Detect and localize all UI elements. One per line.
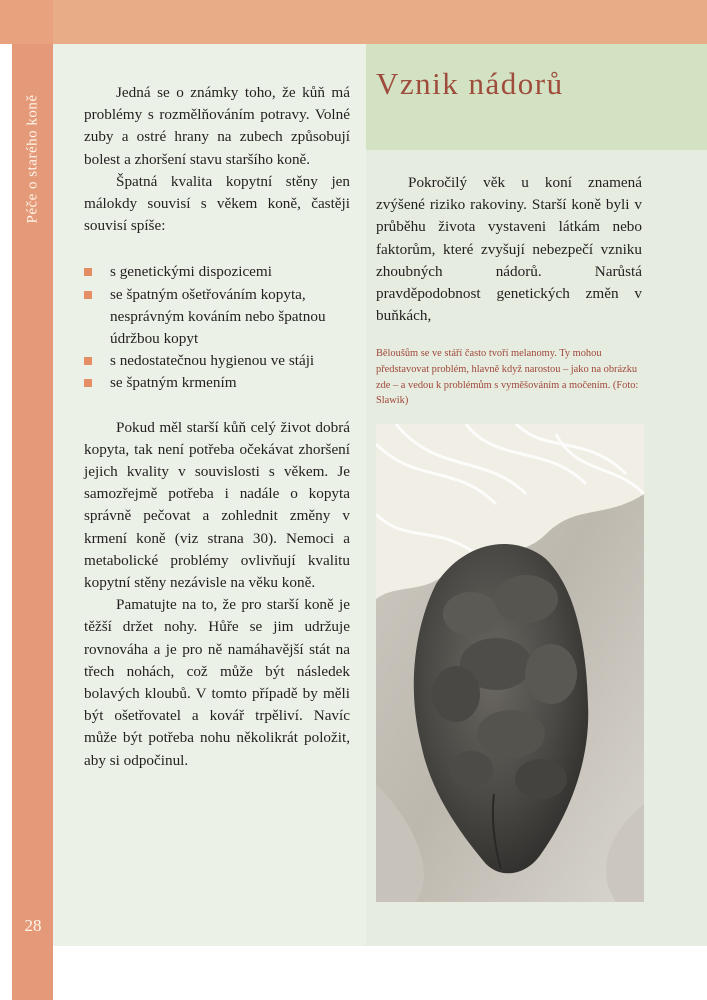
list-item-text: se špatným krmením — [110, 374, 237, 392]
running-title-text: Péče o starého koně — [24, 94, 40, 224]
intro-paragraph-1: Jedná se o známky toho, že kůň má problémy s rozmělňováním potravy. Volné zuby a ostré hrany na zubech způsobují bolest a zhoršení stavu staršího koně. — [84, 84, 350, 168]
melanoma-photo — [376, 424, 644, 902]
list-item — [84, 284, 350, 351]
intro-paragraph-2: Špatná kvalita kopytní stěny jen málokdy souvisí s věkem koně, častěji souvisí spíše: — [84, 172, 350, 235]
top-color-band-corner — [0, 0, 53, 44]
square-bullet-icon — [84, 379, 92, 387]
top-color-band — [0, 0, 707, 44]
square-bullet-icon — [84, 357, 92, 365]
list-item-text: s nedostatečnou hygienou ve stáji — [110, 352, 315, 370]
right-paragraph: Pokročilý věk u koní znamená zvýšené riziko rakoviny. Starší koně byli v průběhu života vystaveni látkám nebo faktorům, které zvyšují nebezpečí vzniku zhoubných nádorů. Narůstá pravděpodobnost genetických změn v buňkách, — [376, 174, 642, 325]
photo-caption: Běloušům se ve stáří často tvoří melanomy. Ty mohou představovat problém, hlavně když narostou – jako na obrázku zde – a vedou k problémům s vyměšováním a močením. (Foto: Slawik) — [376, 348, 639, 407]
list-item-text: s genetickými dispozicemi — [110, 263, 272, 281]
running-title — [12, 44, 53, 284]
body-paragraph-2: Pamatujte na to, že pro starší koně je těžší držet nohy. Hůře se jim udržuje rovnováha a je pro ně namáhavější stát na třech nohách, což může být následek bolavých kloubů. V tomto případě by měli být ošetřovatel a kovář trpěliví. Navíc může být potřeba nohu několikrát položit, aby si odpočinul. — [84, 596, 350, 769]
list-item — [84, 372, 350, 394]
list-item — [84, 350, 350, 372]
section-heading: Vznik nádorů — [376, 66, 564, 101]
page-number: 28 — [24, 916, 42, 935]
body-paragraph-1: Pokud měl starší kůň celý život dobrá kopyta, tak není potřeba očekávat zhoršení jejich kvality v souvislosti s věkem. Je samozřejmě potřeba i nadále o kopyta správně pečovat a zohlednit změny v krmení koně (viz strana 30). Nemoci a metabolické problémy ovlivňují kvalitu kopytní stěny nezávisle na věku koně. — [84, 418, 350, 592]
melanoma-photo-illustration — [376, 424, 644, 902]
square-bullet-icon — [84, 268, 92, 276]
list-item-text: se špatným ošetřováním kopyta, nesprávným kováním nebo špatnou údržbou kopyt — [110, 285, 326, 348]
square-bullet-icon — [84, 291, 92, 299]
bullet-list — [84, 261, 350, 394]
list-item — [84, 261, 350, 283]
left-column — [84, 82, 350, 772]
